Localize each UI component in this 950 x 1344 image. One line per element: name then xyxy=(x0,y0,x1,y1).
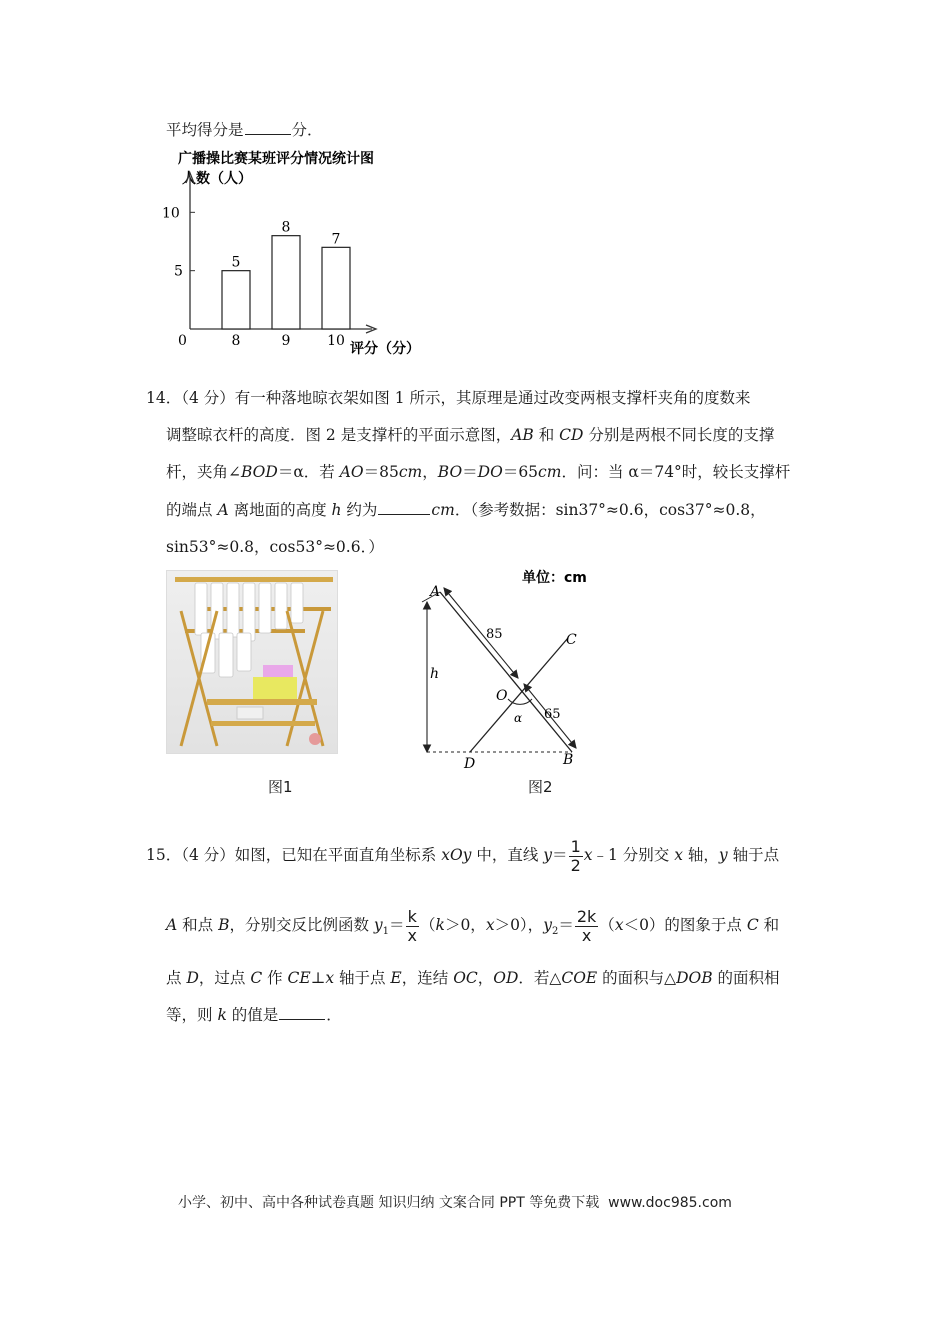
figure1-caption: 图1 xyxy=(268,778,293,796)
answer-blank xyxy=(245,120,291,135)
x-tick-label: 9 xyxy=(281,333,291,349)
label-a: A xyxy=(430,584,441,600)
dim-ao xyxy=(444,588,518,678)
label-h: h xyxy=(430,666,440,682)
fraction-2k-over-x: $\frac{2k}{x}$ xyxy=(576,906,597,945)
label-b: B xyxy=(563,752,574,768)
chart-title: 广播操比赛某班评分情况统计图 xyxy=(178,151,374,167)
q14-line1: 14．（4 分）有一种落地晾衣架如图 1 所示，其原理是通过改变两根支撑杆夹角的度数来 xyxy=(146,389,751,407)
label-c: C xyxy=(566,632,577,648)
chart-xlabel: 评分（分） xyxy=(350,341,420,357)
label-d: D xyxy=(464,756,476,772)
q15-line1: 15．（4 分）如图，已知在平面直角坐标系 xOy 中，直线 y＝ $\frac{1}{2}$ x﹣1 分别交 x 轴，y 轴于点 xyxy=(146,836,780,875)
footer-link[interactable]: www.doc985.com xyxy=(608,1195,732,1211)
drying-rack-icon xyxy=(167,571,337,753)
x-tick-label: 8 xyxy=(231,333,241,349)
q14-line5: sin53°≈0.8，cos53°≈0.6．） xyxy=(166,538,384,556)
label-alpha: α xyxy=(514,711,523,725)
bar-8 xyxy=(222,271,250,329)
chart-ylabel: 人数（人） xyxy=(182,171,252,187)
q15-line2: A 和点 B，分别交反比例函数 $y_1=$ $\frac{k}{x}$ （k＞0，x＞0），$y_2=$ $\frac{2k}{x}$ （x＜0）的图象于点 C 和 xyxy=(166,906,780,945)
fraction-half: $\frac{1}{2}$ xyxy=(570,836,581,875)
q14-line2: 调整晾衣杆的高度．图 2 是支撑杆的平面示意图，AB 和 CD 分别是两根不同长度的支撑 xyxy=(166,426,775,444)
bar-value-label: 5 xyxy=(231,254,241,271)
bar-chart xyxy=(160,145,450,360)
y-tick-label: 5 xyxy=(174,263,183,280)
page-footer: 小学、初中、高中各种试卷真题 知识归纳 文案合同 PPT 等免费下载 www.doc985.com xyxy=(178,1195,732,1211)
y-tick-label: 10 xyxy=(162,205,180,222)
label-65: 65 xyxy=(544,707,561,722)
figure2-caption: 图2 xyxy=(528,778,553,796)
answer-blank xyxy=(378,500,430,515)
q14-line3: 杆，夹角∠BOD＝α．若 AO＝85cm，BO＝DO＝65cm．问：当 α＝74°时，较长支撑杆 xyxy=(166,463,791,481)
bar-value-label: 8 xyxy=(281,219,291,236)
y-tick-label: 0 xyxy=(178,333,187,349)
q14-line4: 的端点 A 离地面的高度 h 约为 cm．（参考数据：sin37°≈0.6，cos37°≈0.8， xyxy=(166,501,766,519)
rod-ab xyxy=(440,592,572,752)
x-tick-label: 10 xyxy=(327,333,345,349)
figure1-drying-rack-photo xyxy=(166,570,338,754)
label-85: 85 xyxy=(486,627,503,642)
unit-label-text: 单位：cm xyxy=(522,570,587,586)
bar-9 xyxy=(272,236,300,329)
answer-blank xyxy=(279,1005,325,1020)
q15-line3: 点 D，过点 C 作 CE⊥x 轴于点 E，连结 OC，OD．若△COE 的面积与△DOB 的面积相 xyxy=(166,969,780,987)
label-o: O xyxy=(496,688,508,704)
fraction-k-over-x: $\frac{k}{x}$ xyxy=(407,906,418,945)
q13-tail: 平均得分是 分． xyxy=(166,121,323,139)
q15-line4: 等，则 k 的值是 ． xyxy=(166,1006,342,1024)
rod-cd xyxy=(470,638,568,752)
bar-10 xyxy=(322,247,350,329)
bar-value-label: 7 xyxy=(331,231,341,248)
figure2-schematic xyxy=(400,560,620,775)
